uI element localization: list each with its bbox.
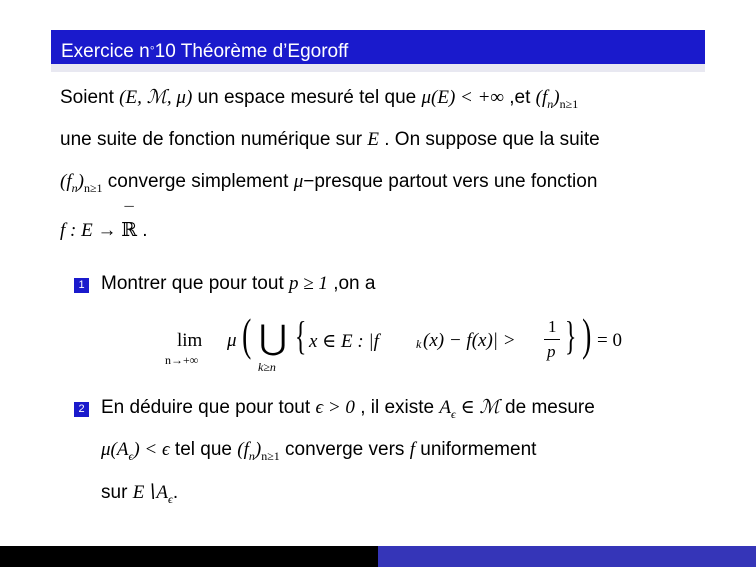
math-p-ge-1: p ≥ 1 xyxy=(289,273,328,294)
math-paren: ) xyxy=(254,439,262,460)
text: ,on a xyxy=(327,273,376,294)
text: . On suppose que la suite xyxy=(378,129,600,150)
math-sub: n xyxy=(248,449,255,463)
math-A: A xyxy=(439,397,452,418)
set-condition-rest: (x) − f(x)| > xyxy=(423,330,516,351)
math-eps-positive: ϵ > 0 xyxy=(315,397,355,418)
text: de mesure xyxy=(499,397,595,418)
slide-title-prefix: Exercice n xyxy=(61,41,150,62)
big-left-paren: ( xyxy=(242,309,252,360)
math-mu-E: μ(E) < +∞ xyxy=(421,87,504,108)
text: converge simplement xyxy=(102,171,294,192)
equals-zero: = 0 xyxy=(597,330,622,351)
math-mu: μ xyxy=(227,330,237,351)
item-number-2: 2 xyxy=(74,402,89,417)
math-fn: (f xyxy=(237,439,249,460)
big-union: ⋃ xyxy=(259,320,287,357)
text: sur xyxy=(101,482,133,503)
item-number-1: 1 xyxy=(74,278,89,293)
slide-title-suffix: 10 Théorème d’Egoroff xyxy=(154,41,349,62)
math-sub: n≥1 xyxy=(83,181,103,195)
union-subscript: k≥n xyxy=(258,360,276,374)
text: . xyxy=(137,220,148,241)
text: un espace mesuré tel que xyxy=(192,87,422,108)
limit-formula: lim n→+∞ μ ( ⋃ k≥n { x ∈ E : |f k (x) − f(x)| > 1 p } ) = 0 xyxy=(165,309,622,374)
math-sub: n≥1 xyxy=(559,97,579,111)
text: , il existe xyxy=(354,397,440,418)
math-paren: ) xyxy=(77,171,84,192)
math-measure-space: (E, ℳ, μ) xyxy=(119,87,193,108)
fraction-numerator: 1 xyxy=(548,317,557,336)
text: Montrer que pour tout xyxy=(101,273,289,294)
text: . xyxy=(172,482,179,503)
text: converge vers xyxy=(279,439,410,460)
item-2-line-3 xyxy=(101,481,178,505)
footer-bar-right xyxy=(378,546,756,567)
fraction-denominator: p xyxy=(547,342,556,361)
text: ,et xyxy=(503,87,536,108)
math-lt-eps: ) < ϵ xyxy=(133,439,170,460)
math-f: f xyxy=(409,439,415,460)
math-E: E xyxy=(367,129,379,150)
math-sub: ϵ xyxy=(128,449,134,463)
intro-line-3 xyxy=(60,170,597,194)
item-2-line-2 xyxy=(101,438,536,462)
text: Soient xyxy=(60,87,120,108)
intro-line-2 xyxy=(60,128,600,152)
text: −presque partout vers une fonction xyxy=(303,171,598,192)
math-sub: n≥1 xyxy=(261,449,280,463)
lim-subscript: n→+∞ xyxy=(165,353,199,367)
set-condition: x ∈ E : |f xyxy=(309,331,379,352)
math-E-minus-A: E∖A xyxy=(132,482,168,503)
math-sub: n xyxy=(547,97,554,111)
math-mu: μ xyxy=(293,171,304,192)
math-in-M: ∈ ℳ xyxy=(455,397,500,418)
overline: ‾ xyxy=(124,203,134,225)
math-paren: ) xyxy=(553,87,560,108)
lim-operator: lim xyxy=(177,330,203,351)
math-f-map: f : E → xyxy=(60,220,122,241)
math-sub: ϵ xyxy=(451,407,456,421)
reals-symbol: ℝ xyxy=(121,219,138,241)
fraction-bar xyxy=(544,339,560,340)
math-extended-reals xyxy=(121,203,138,242)
text: une suite de fonction numérique sur xyxy=(60,129,368,150)
title-shadow xyxy=(51,64,705,72)
big-right-brace: } xyxy=(564,313,577,358)
slide-title-bar xyxy=(51,30,705,64)
intro-line-4 xyxy=(60,203,148,243)
degree-symbol: ◦ xyxy=(149,39,155,55)
text: uniformement xyxy=(414,439,537,460)
footer-bar-left xyxy=(0,546,378,567)
math-mu-A: μ(A xyxy=(101,439,129,460)
item-2-line-1 xyxy=(101,396,595,420)
math-fn: (f xyxy=(60,171,72,192)
math-sub: ϵ xyxy=(168,492,173,506)
math-sub: n xyxy=(71,181,78,195)
intro-line-1 xyxy=(60,86,578,110)
math-fn: (f xyxy=(535,87,548,108)
text: En déduire que pour tout xyxy=(101,397,316,418)
big-left-brace: { xyxy=(294,313,307,358)
text: tel que xyxy=(169,439,238,460)
big-right-paren: ) xyxy=(582,309,592,360)
item-1-text xyxy=(101,272,375,296)
